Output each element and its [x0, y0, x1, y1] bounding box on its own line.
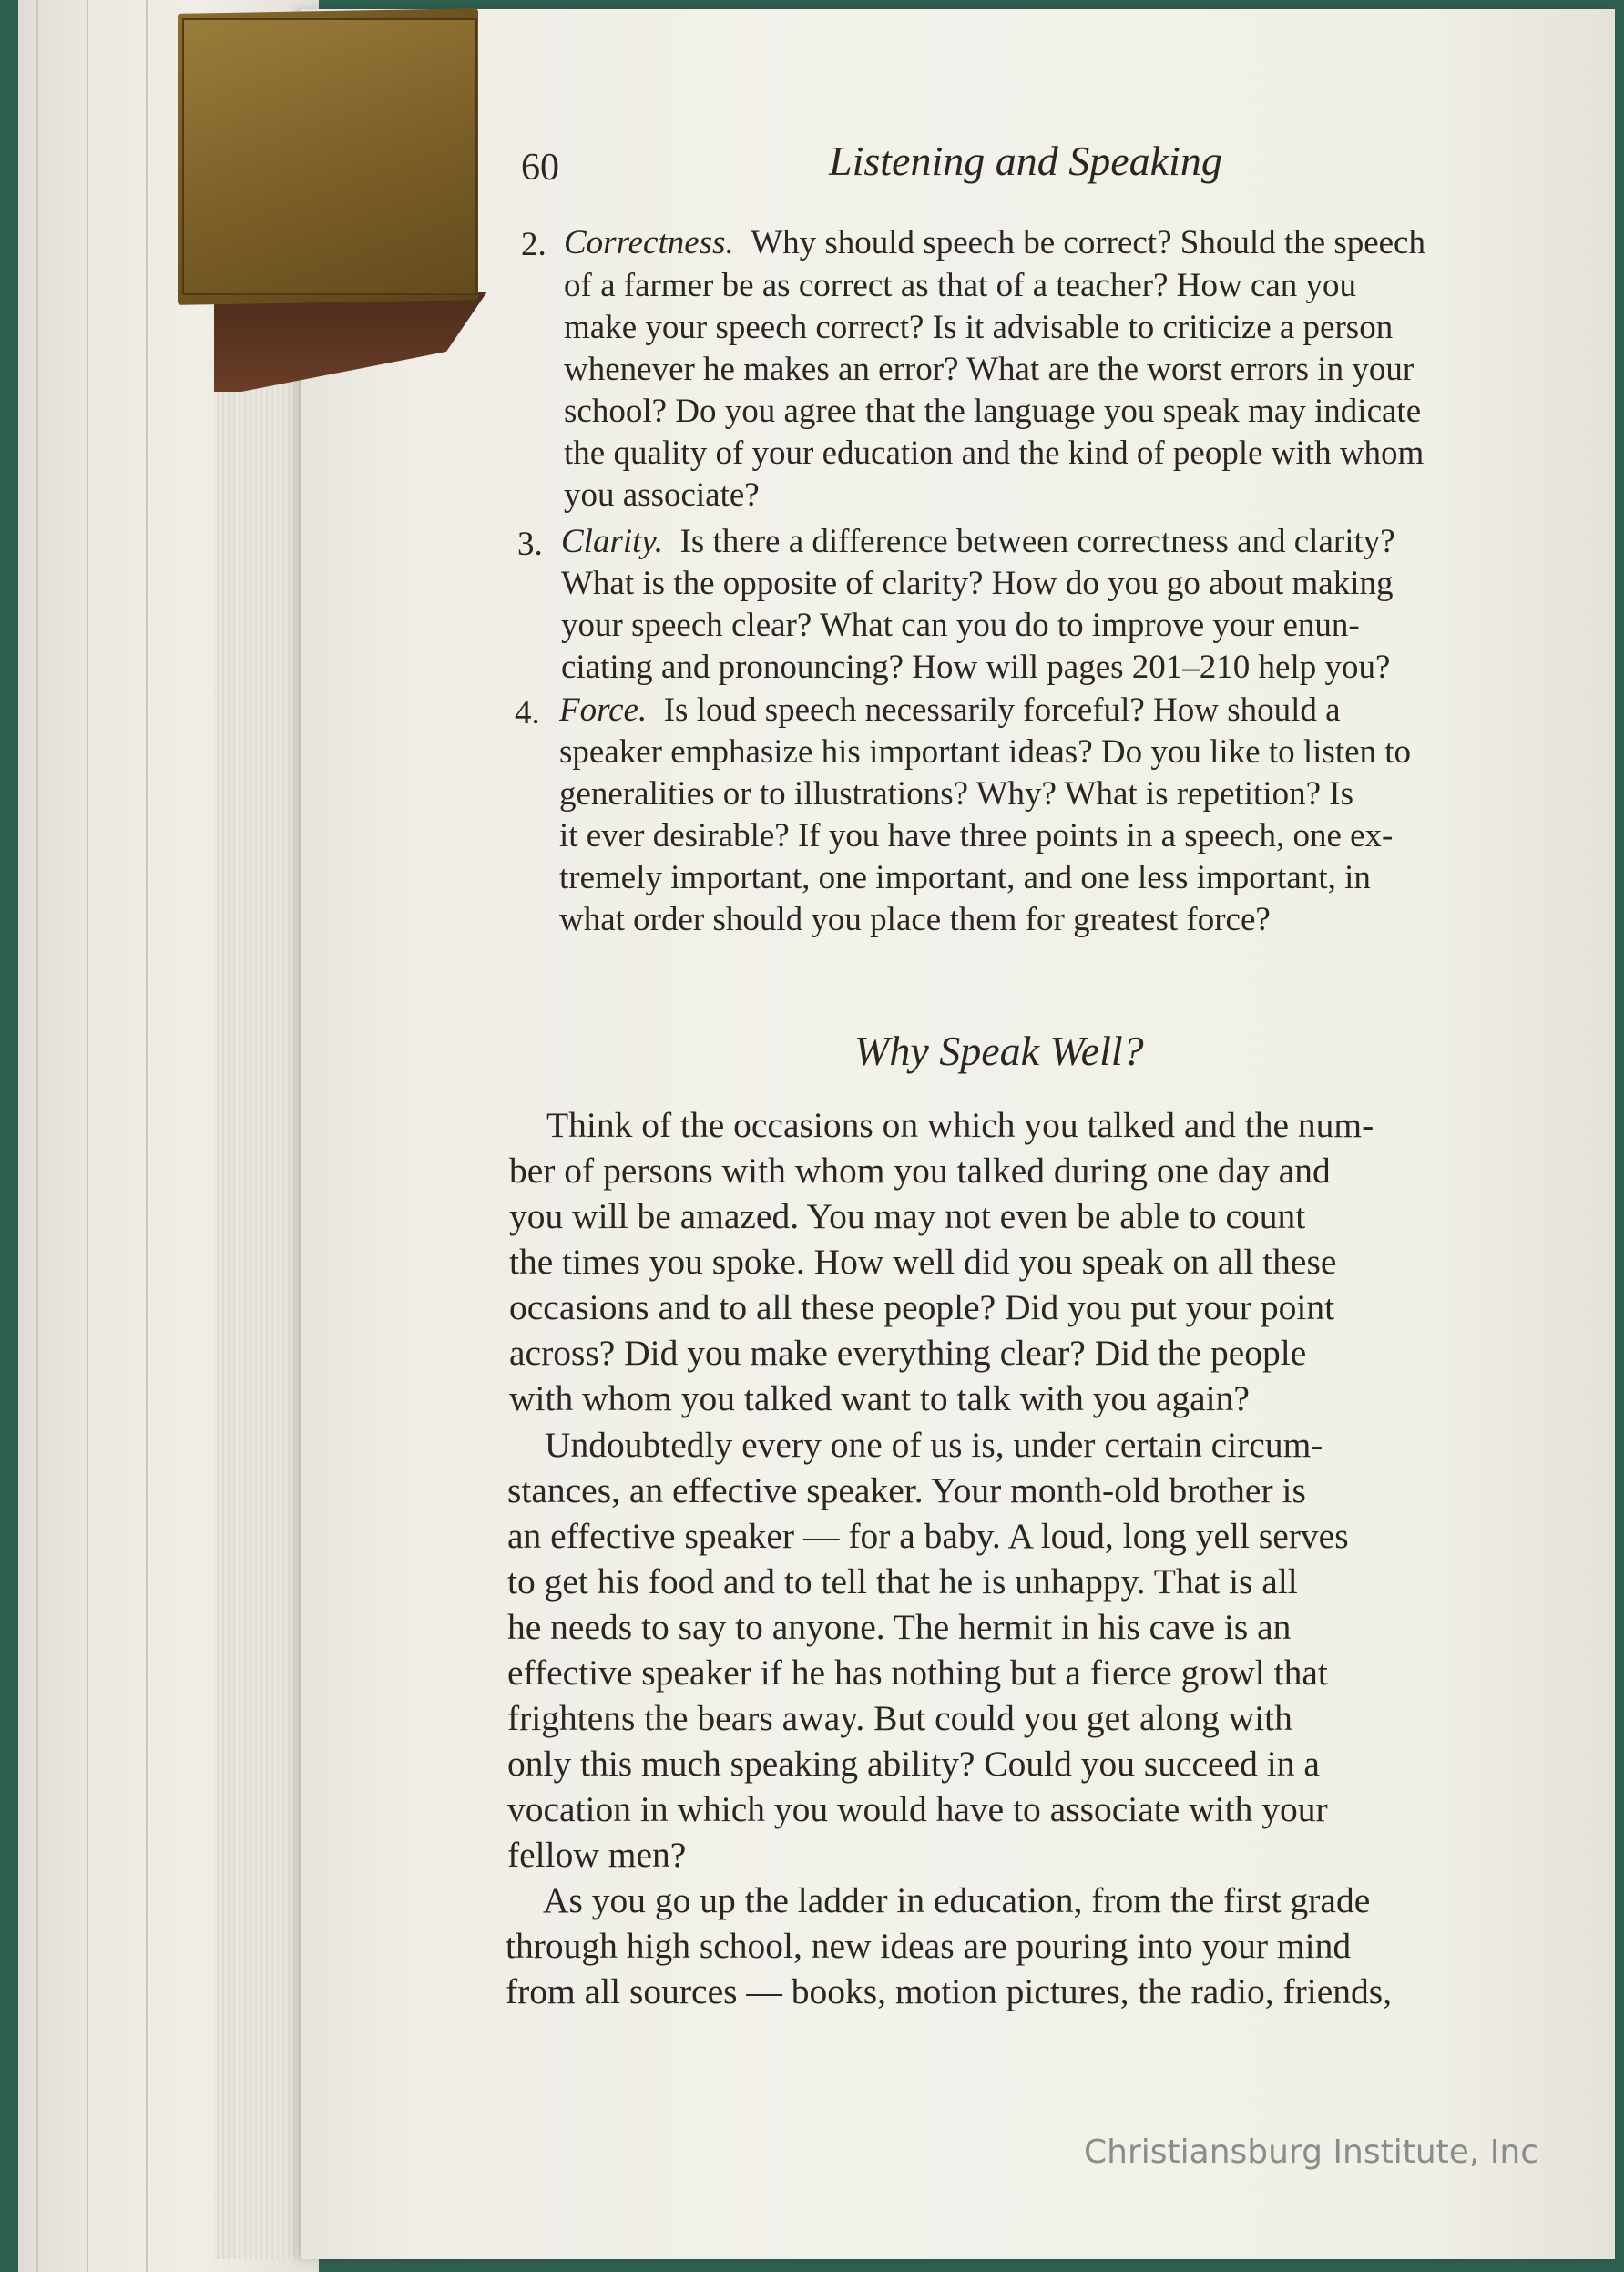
question-line: ciating and pronouncing? How will pages 201–210 help you?: [561, 649, 1391, 686]
paragraph-line: Think of the occasions on which you talked and the num-: [546, 1105, 1374, 1145]
paragraph-line: to get his food and to tell that he is unhappy. That is all: [507, 1561, 1298, 1602]
question-line: you associate?: [564, 476, 760, 514]
question-line: your speech clear? What can you do to improve your enun-: [561, 607, 1360, 644]
page-edge-line: [146, 0, 148, 2272]
section-title: Why Speak Well?: [854, 1028, 1144, 1074]
paragraph-line: occasions and to all these people? Did you put your point: [509, 1287, 1335, 1327]
question-line: What is the opposite of clarity? How do you go about making: [561, 565, 1394, 602]
paragraph-line: across? Did you make everything clear? Did the people: [509, 1333, 1307, 1373]
question-line: of a farmer be as correct as that of a teacher? How can you: [564, 267, 1357, 304]
page-edge-line: [36, 0, 38, 2272]
question-line: school? Do you agree that the language you speak may indicate: [564, 393, 1422, 430]
question-line: Clarity. Is there a difference between correctness and clarity?: [561, 523, 1395, 560]
question-topic: Correctness.: [564, 224, 734, 261]
question-line: the quality of your education and the kind of people with whom: [564, 435, 1425, 472]
question-topic: Force.: [559, 691, 648, 729]
question-line: it ever desirable? If you have three points in a speech, one ex-: [559, 817, 1394, 855]
paragraph-line: frightens the bears away. But could you get along with: [507, 1698, 1292, 1738]
paragraph-line: ber of persons with whom you talked during one day and: [509, 1151, 1331, 1191]
paragraph-line: Undoubtedly every one of us is, under certain circum-: [545, 1425, 1323, 1465]
question-line: whenever he makes an error? What are the worst errors in your: [564, 351, 1415, 388]
paragraph-line: As you go up the ladder in education, from the first grade: [543, 1880, 1371, 1920]
page-clip-face: [182, 18, 477, 295]
question-line: what order should you place them for greatest force?: [559, 901, 1271, 938]
question-line: tremely important, one important, and one less important, in: [559, 859, 1371, 896]
running-title: Listening and Speaking: [829, 138, 1222, 184]
paragraph-line: the times you spoke. How well did you speak on all these: [509, 1242, 1337, 1282]
question-number: 4.: [515, 694, 540, 732]
question-number: 2.: [521, 226, 546, 263]
question-number: 3.: [517, 526, 543, 563]
paragraph-line: stances, an effective speaker. Your month-old brother is: [507, 1470, 1306, 1510]
paragraph-line: vocation in which you would have to associate with your: [507, 1789, 1328, 1829]
page-edge-line: [87, 0, 88, 2272]
question-line: Correctness. Why should speech be correct? Should the speech: [564, 224, 1425, 261]
paragraph-line: with whom you talked want to talk with you again?: [509, 1378, 1250, 1418]
paragraph-line: an effective speaker — for a baby. A loud, long yell serves: [507, 1516, 1349, 1556]
question-line: speaker emphasize his important ideas? Do you like to listen to: [559, 733, 1412, 771]
question-line: Force. Is loud speech necessarily forceful? How should a: [559, 691, 1341, 729]
paragraph-line: you will be amazed. You may not even be able to count: [509, 1196, 1306, 1236]
paragraph-line: effective speaker if he has nothing but a fierce growl that: [507, 1653, 1328, 1693]
watermark: Christiansburg Institute, Inc: [1084, 2134, 1539, 2171]
paragraph-line: he needs to say to anyone. The hermit in his cave is an: [507, 1607, 1292, 1647]
question-topic: Clarity.: [561, 523, 664, 560]
paragraph-line: through high school, new ideas are pouring into your mind: [506, 1926, 1352, 1966]
paragraph-line: only this much speaking ability? Could you succeed in a: [507, 1744, 1320, 1784]
paragraph-line: from all sources — books, motion pictures, the radio, friends,: [506, 1971, 1393, 2011]
question-line: generalities or to illustrations? Why? What is repetition? Is: [559, 775, 1354, 813]
page-number: 60: [521, 147, 559, 189]
paragraph-line: fellow men?: [507, 1835, 687, 1875]
question-line: make your speech correct? Is it advisable to criticize a person: [564, 309, 1394, 346]
